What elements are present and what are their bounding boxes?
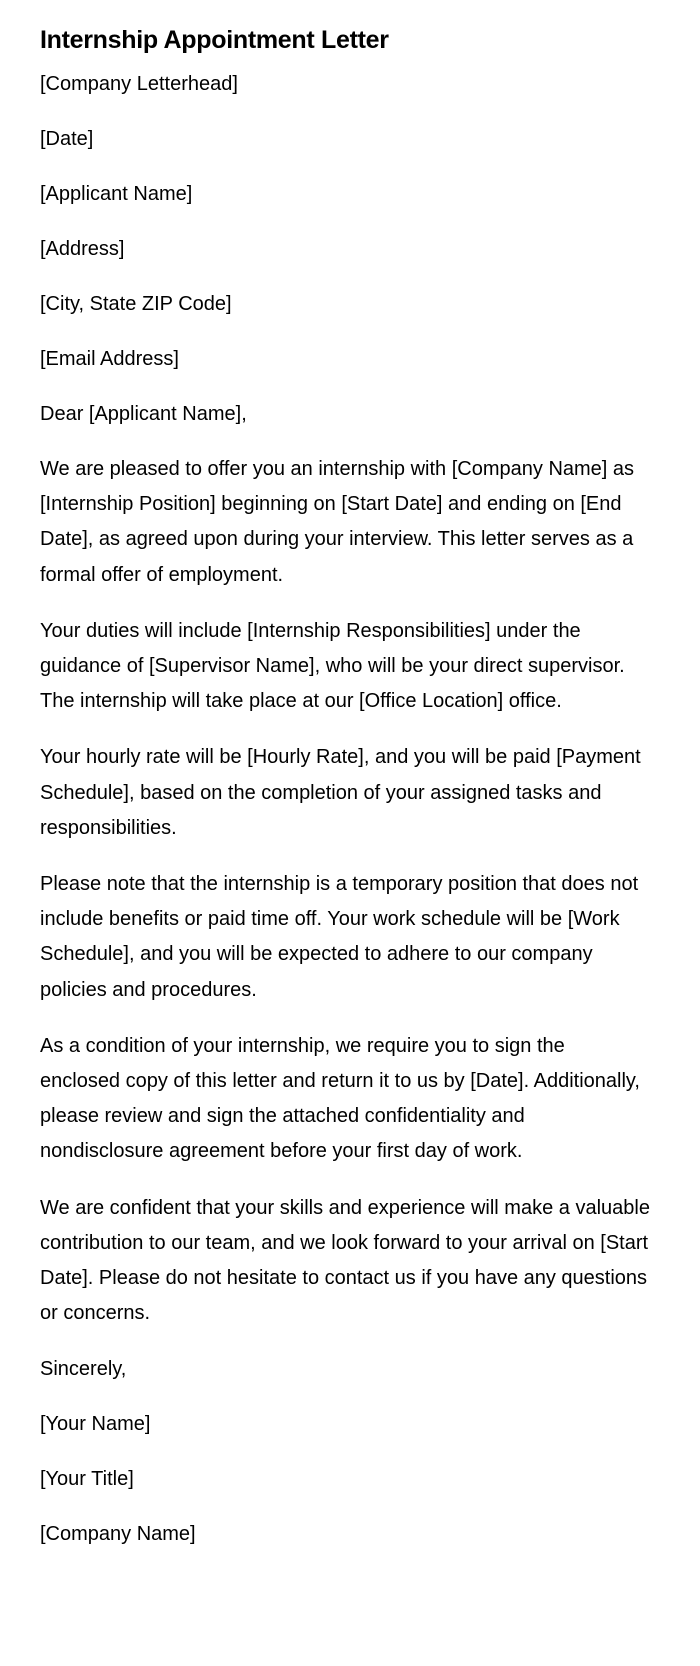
applicant-name-line: [Applicant Name] (40, 183, 193, 205)
closing: Sincerely, (40, 1358, 127, 1381)
paragraph-terms: Please note that the internship is a temporary position that does not include benefits or paid time off. Your work schedule will be [Work Schedule], and you will be expected to adhere to our company policies and procedures. (40, 873, 639, 1001)
letter-document (40, 20, 650, 1572)
paragraph-closing-remarks: We are confident that your skills and experience will make a valuable contribution to our team, and we look forward to your arrival on [Start Date]. Please do not hesitate to contact us if you have any questions or concerns. (40, 1196, 650, 1325)
salutation: Dear [Applicant Name], (40, 403, 247, 425)
paragraph-duties: Your duties will include [Internship Responsibilities] under the guidance of [Supervisor Name], who will be your direct supervisor. The internship will take place at our [Office Location] office. (40, 619, 625, 713)
document-title: Internship Appointment Letter (40, 26, 389, 54)
signature-company: [Company Name] (40, 1523, 196, 1546)
company-letterhead: [Company Letterhead] (40, 73, 238, 95)
paragraph-offer: We are pleased to offer you an internship with [Company Name] as [Internship Position] beginning on [Start Date] and ending on [End Date], as agreed upon during your interview. This letter serves as a formal offer of employment. (40, 458, 635, 586)
address-line: [Address] (40, 238, 125, 260)
city-state-zip-line: [City, State ZIP Code] (40, 293, 232, 315)
signature-title: [Your Title] (40, 1468, 134, 1491)
signature-name: [Your Name] (40, 1413, 151, 1436)
paragraph-compensation: Your hourly rate will be [Hourly Rate], and you will be paid [Payment Schedule], based on the completion of your assigned tasks and responsibilities. (40, 746, 641, 839)
email-address-line: [Email Address] (40, 348, 179, 370)
date-line: [Date] (40, 128, 94, 150)
paragraph-conditions: As a condition of your internship, we require you to sign the enclosed copy of this letter and return it to us by [Date]. Additionally, please review and sign the attached confidentiality and nondisclosure agreement before your first day of work. (40, 1034, 640, 1163)
